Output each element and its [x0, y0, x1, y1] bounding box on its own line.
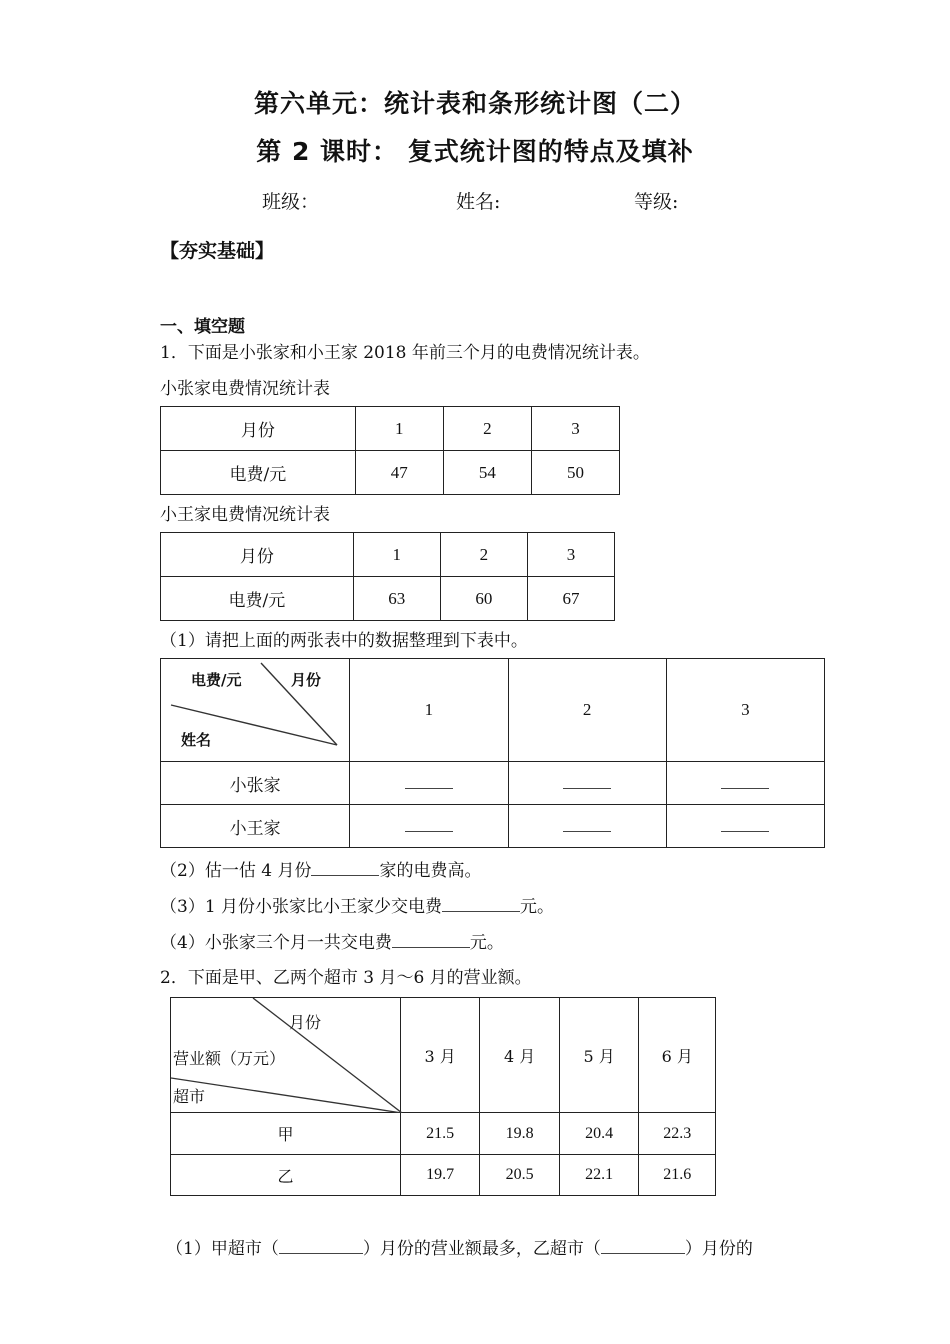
corner-month-label: 月份 — [289, 1013, 322, 1032]
supermarket-month: 6 月 — [639, 998, 716, 1113]
question-1-text: 1．下面是小张家和小王家 2018 年前三个月的电费情况统计表。 — [160, 343, 650, 363]
table-zhang-fee-label: 电费/元 — [161, 451, 356, 495]
supermarket-row-name: 乙 — [171, 1155, 401, 1196]
table-zhang-month: 1 — [355, 407, 443, 451]
page-title: 第六单元：统计表和条形统计图（二） — [253, 89, 696, 118]
answer-cell[interactable] — [508, 805, 666, 848]
question-1-sub-3 — [160, 892, 554, 917]
supermarket-value: 22.3 — [639, 1113, 716, 1155]
table-wang-month: 1 — [353, 533, 440, 577]
supermarket-month: 3 月 — [400, 998, 480, 1113]
combined-table-corner — [161, 659, 350, 762]
table-zhang-fee: 47 — [355, 451, 443, 495]
section-heading: 【夯实基础】 — [160, 240, 275, 262]
class-label: 班级： — [262, 191, 320, 213]
table-zhang-fee: 54 — [443, 451, 531, 495]
answer-cell[interactable] — [508, 762, 666, 805]
part-heading: 一、填空题 — [160, 317, 245, 337]
sub-2-suffix: 家的电费高。 — [379, 861, 482, 881]
q2-sub-1-part-a: （1）甲超市（ — [166, 1239, 279, 1259]
question-1-sub-2 — [160, 856, 481, 881]
answer-cell[interactable] — [666, 805, 824, 848]
table-b-caption: 小王家电费情况统计表 — [160, 505, 330, 525]
sub-4-prefix: （4）小张家三个月一共交电费 — [160, 933, 392, 953]
grade-label: 等级: — [634, 191, 679, 213]
supermarket-table-corner — [171, 998, 401, 1113]
supermarket-month: 4 月 — [480, 998, 560, 1113]
corner-market-label: 超市 — [173, 1087, 206, 1106]
table-wang-month: 2 — [440, 533, 527, 577]
answer-cell[interactable] — [350, 762, 508, 805]
table-wang-fee: 60 — [440, 577, 527, 621]
corner-name-label: 姓名 — [181, 731, 212, 749]
answer-blank[interactable] — [392, 947, 470, 948]
supermarket-value: 21.5 — [400, 1113, 480, 1155]
sub-4-suffix: 元。 — [469, 933, 504, 953]
answer-blank[interactable] — [279, 1253, 363, 1254]
combined-month: 2 — [508, 659, 666, 762]
table-zhang-month: 3 — [531, 407, 619, 451]
supermarket-value: 22.1 — [559, 1155, 639, 1196]
supermarket-value: 21.6 — [639, 1155, 716, 1196]
table-zhang-fee: 50 — [531, 451, 619, 495]
supermarket-row-name: 甲 — [171, 1113, 401, 1155]
name-label: 姓名: — [456, 191, 501, 213]
combined-row-zhang: 小张家 — [161, 762, 350, 805]
supermarket-month: 5 月 — [559, 998, 639, 1113]
combined-row-wang: 小王家 — [161, 805, 350, 848]
sub-3-prefix: （3）1 月份小张家比小王家少交电费 — [160, 897, 443, 917]
corner-month-label: 月份 — [291, 671, 322, 689]
answer-cell[interactable] — [350, 805, 508, 848]
answer-cell[interactable] — [666, 762, 824, 805]
sub-3-suffix: 元。 — [520, 897, 555, 917]
q2-sub-1-part-b: ）月份的营业额最多，乙超市（ — [362, 1239, 601, 1259]
table-wang-month: 3 — [527, 533, 614, 577]
table-wang-fee: 67 — [527, 577, 614, 621]
corner-amount-label: 营业额（万元） — [173, 1049, 286, 1068]
sub-2-prefix: （2）估一估 4 月份 — [160, 861, 312, 881]
combined-month: 1 — [350, 659, 508, 762]
table-a-caption: 小张家电费情况统计表 — [160, 379, 330, 399]
table-wang-fee: 63 — [353, 577, 440, 621]
supermarket-value: 20.5 — [480, 1155, 560, 1196]
answer-blank[interactable] — [311, 875, 379, 876]
supermarket-value: 19.8 — [480, 1113, 560, 1155]
question-2-sub-1 — [166, 1234, 753, 1259]
question-1-sub-1: （1）请把上面的两张表中的数据整理到下表中。 — [160, 631, 528, 651]
table-zhang-month-label: 月份 — [161, 407, 356, 451]
supermarket-value: 20.4 — [559, 1113, 639, 1155]
table-wang-fee-label: 电费/元 — [161, 577, 354, 621]
corner-fee-label: 电费/元 — [191, 671, 242, 689]
table-wang — [160, 532, 615, 621]
question-1-sub-4 — [160, 928, 504, 953]
question-2-text: 2．下面是甲、乙两个超市 3 月～6 月的营业额。 — [160, 968, 532, 988]
table-zhang-month: 2 — [443, 407, 531, 451]
supermarket-table — [170, 997, 716, 1196]
table-wang-month-label: 月份 — [161, 533, 354, 577]
answer-blank[interactable] — [601, 1253, 685, 1254]
page-subtitle: 第 2 课时： 复式统计图的特点及填补 — [256, 137, 694, 166]
q2-sub-1-part-c: ）月份的 — [684, 1239, 753, 1259]
answer-blank[interactable] — [442, 911, 520, 912]
table-zhang — [160, 406, 620, 495]
combined-month: 3 — [666, 659, 824, 762]
supermarket-value: 19.7 — [400, 1155, 480, 1196]
combined-table — [160, 658, 825, 848]
